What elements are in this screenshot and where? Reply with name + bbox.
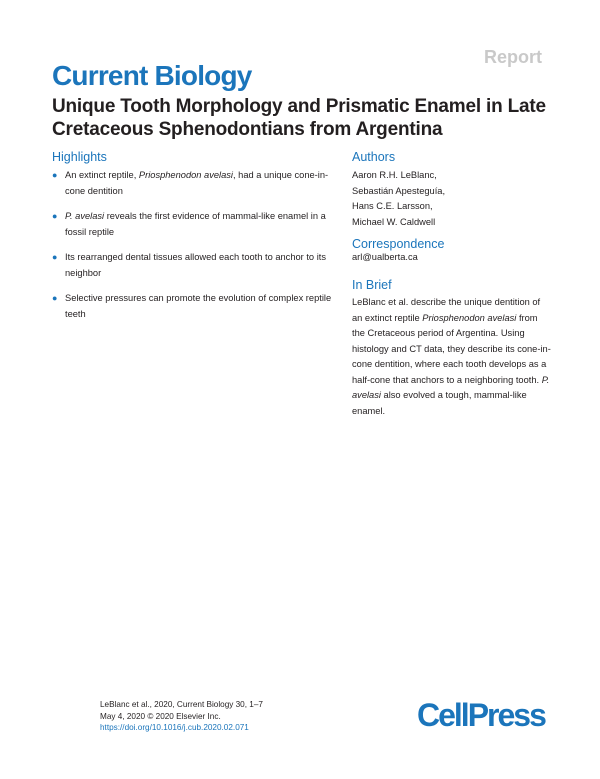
authors-heading: Authors (352, 150, 396, 164)
author-name[interactable]: Hans C.E. Larsson, (352, 201, 433, 211)
author-name[interactable]: Aaron R.H. LeBlanc, (352, 170, 437, 180)
doi-link[interactable]: https://doi.org/10.1016/j.cub.2020.02.071 (100, 723, 249, 732)
publication-date: May 4, 2020 © 2020 Elsevier Inc. (100, 711, 221, 721)
citation-footer (100, 699, 263, 734)
text-run: reveals the first evidence of mammal-like enamel in a fossil reptile (65, 211, 326, 237)
correspondence-heading: Correspondence (352, 237, 445, 251)
highlight-item (52, 250, 344, 281)
highlight-item (52, 168, 344, 199)
italic-text: Priosphenodon avelasi (138, 170, 233, 180)
in-brief-heading: In Brief (352, 278, 392, 292)
citation-line: LeBlanc et al., 2020, Current Biology 30, 1–7 (100, 700, 263, 709)
author-name[interactable]: Michael W. Caldwell (352, 216, 436, 227)
italic-text: Priosphenodon avelasi (422, 312, 517, 323)
correspondence-email[interactable]: arl@ualberta.ca (352, 252, 418, 262)
text-run: An extinct reptile, (65, 170, 139, 180)
bullet-icon: ● (52, 252, 58, 262)
text-run: also evolved a tough, mammal-like enamel. (352, 390, 527, 416)
authors-list (352, 168, 445, 230)
highlights-list (52, 168, 344, 332)
text-run: Its rearranged dental tissues allowed each tooth to anchor to its neighbor (65, 252, 326, 278)
highlights-heading: Highlights (52, 150, 107, 164)
text-run: LeBlanc et al. describe the unique dentition of an extinct reptile (352, 297, 541, 323)
in-brief-text (352, 295, 552, 419)
article-type-label: Report (484, 47, 542, 67)
journal-name: Current Biology (52, 60, 252, 91)
text-run: Selective pressures can promote the evolution of complex reptile teeth (65, 293, 332, 319)
highlight-item (52, 291, 344, 322)
highlight-item (52, 209, 344, 240)
author-name[interactable]: Sebastián Apesteguía, (352, 185, 446, 196)
cellpress-logo: CellPress (417, 697, 545, 733)
italic-text: P. avelasi (65, 211, 105, 221)
italic-text: P. avelasi (352, 374, 550, 400)
bullet-icon: ● (52, 170, 58, 180)
article-title: Unique Tooth Morphology and Prismatic Enamel in Late Cretaceous Sphenodontians from Argentina (52, 96, 546, 140)
bullet-icon: ● (52, 293, 58, 303)
text-run: , had a unique cone-in-cone dentition (65, 170, 329, 196)
text-run: from the Cretaceous period of Argentina. Using histology and CT data, they describe its cone-in-cone dentition, where each tooth develops as a half-cone that anchors to a neighboring tooth. (352, 312, 551, 385)
bullet-icon: ● (52, 211, 58, 221)
